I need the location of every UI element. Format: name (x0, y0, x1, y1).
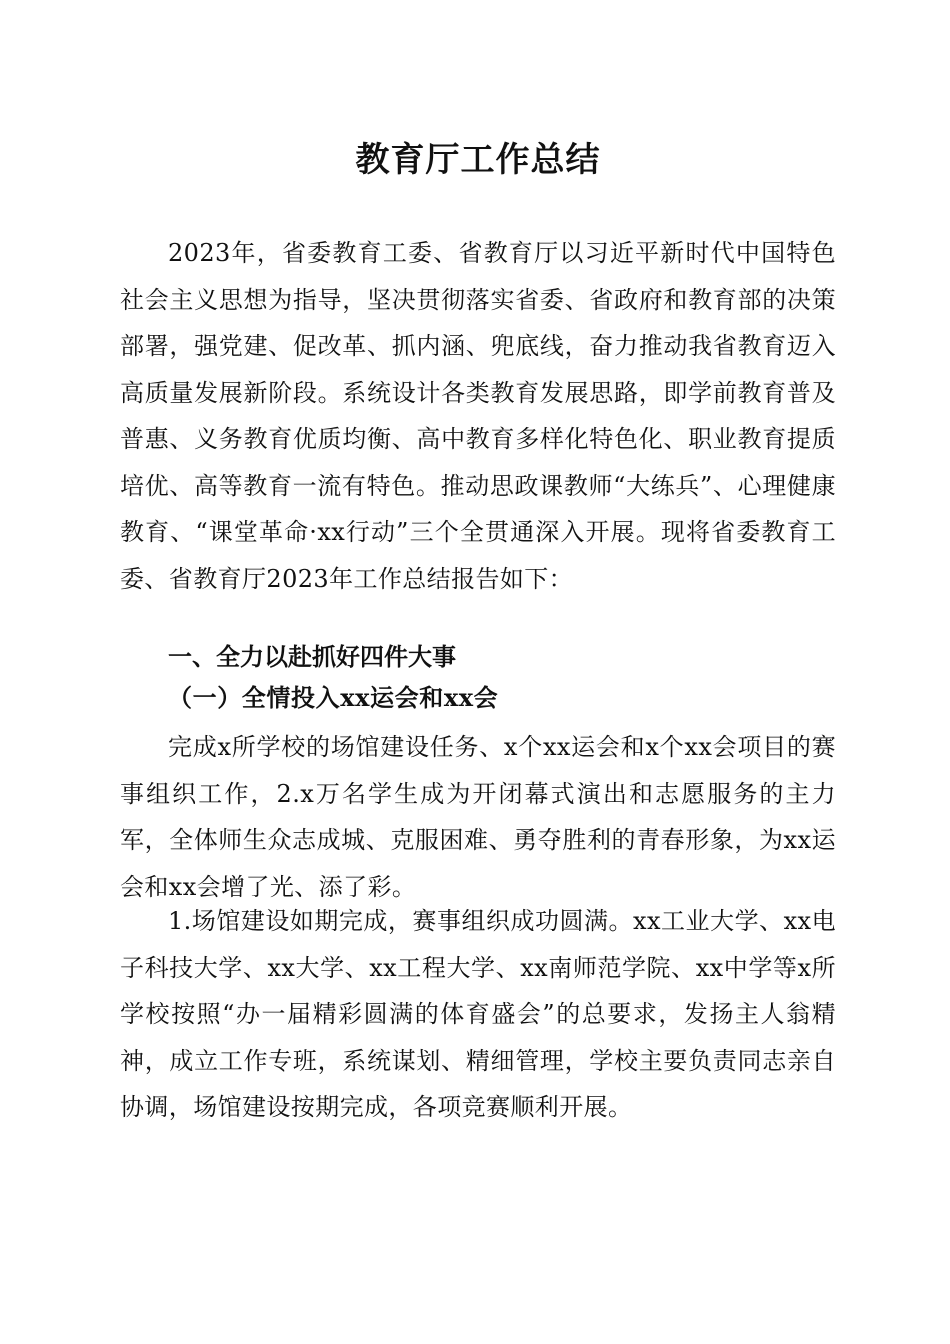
document-title: 教育厅工作总结 (355, 140, 601, 180)
subsection-paragraph: 完成x所学校的场馆建设任务、x个xx运会和x个xx会项目的赛事组织工作，2.x万名学生成为开闭幕式演出和志愿服务的主力军，全体师生众志成城、克服困难、勇夺胜利的青春形象，为xx运会和xx会增了光、添了彩。 (120, 733, 836, 901)
item-paragraph: 1.场馆建设如期完成，赛事组织成功圆满。xx工业大学、xx电子科技大学、xx大学、xx工程大学、xx南师范学院、xx中学等x所学校按照“办一届精彩圆满的体育盛会”的总要求，发扬主人翁精神，成立工作专班，系统谋划、精细管理，学校主要负责同志亲自协调，场馆建设按期完成，各项竞赛顺利开展。 (120, 907, 836, 1121)
intro-paragraph: 2023年，省委教育工委、省教育厅以习近平新时代中国特色社会主义思想为指导，坚决贯彻落实省委、省政府和教育部的决策部署，强党建、促改革、抓内涵、兜底线，奋力推动我省教育迈入高质量发展新阶段。系统设计各类教育发展思路，即学前教育普及普惠、义务教育优质均衡、高中教育多样化特色化、职业教育提质培优、高等教育一流有特色。推动思政课教师“大练兵”、心理健康教育、“课堂革命·xx行动”三个全贯通深入开展。现将省委教育工委、省教育厅2023年工作总结报告如下： (120, 239, 836, 593)
section-heading: 一、全力以赴抓好四件大事 (168, 643, 456, 671)
subsection-heading: （一）全情投入xx运会和xx会 (168, 683, 499, 712)
